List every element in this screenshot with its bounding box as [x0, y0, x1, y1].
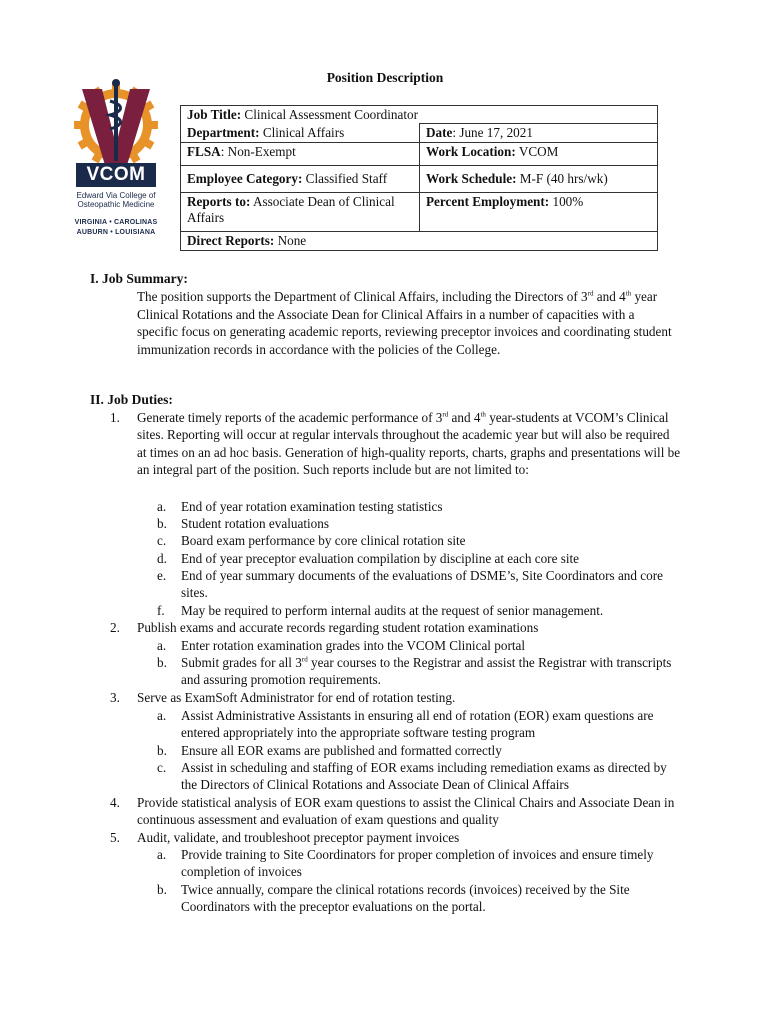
date-cell: Date: June 17, 2021	[420, 124, 658, 143]
duty-5a-text: Provide training to Site Coordinators for proper completion of invoices and ensure timely completion of invoices	[181, 847, 654, 880]
flsa-value: : Non-Exempt	[220, 144, 296, 159]
logo-states-line2: AUBURN • LOUISIANA	[76, 229, 156, 236]
duty-2a-text: Enter rotation examination grades into the VCOM Clinical portal	[181, 638, 526, 653]
percent-employment-value: 100%	[552, 194, 584, 209]
employee-category-value: Classified Staff	[305, 171, 388, 186]
logo-initials: VCOM	[86, 164, 146, 185]
logo-college-line2: Osteopathic Medicine	[77, 200, 155, 209]
duty-3-number: 3.	[110, 690, 120, 705]
direct-reports-value: None	[277, 233, 307, 248]
job-duties-heading: II. Job Duties:	[90, 392, 173, 407]
duty-4-text: Provide statistical analysis of EOR exam questions to assist the Clinical Chairs and Associate Dean in continuous assessment and evaluation of exam questions and quality	[137, 795, 675, 828]
job-title-value: Clinical Assessment Coordinator	[244, 107, 419, 122]
duty-5b-text: Twice annually, compare the clinical rotations records (invoices) received by the Site Coordinators with the preceptor evaluations on the portal.	[181, 882, 630, 915]
duty-2b-letter: b.	[157, 655, 167, 670]
work-schedule-value: M-F (40 hrs/wk)	[519, 171, 608, 186]
duty-4-number: 4.	[110, 795, 120, 810]
work-location-value: VCOM	[518, 144, 559, 159]
duty-5-text: Audit, validate, and troubleshoot preceptor payment invoices	[137, 830, 460, 845]
duty-2b-text: Submit grades for all 3rd year courses to the Registrar and assist the Registrar with transcripts and assuring promotion requirements.	[181, 655, 672, 688]
duty-1-number: 1.	[110, 410, 120, 425]
duty-1d-text: End of year preceptor evaluation compilation by discipline at each core site	[181, 551, 580, 566]
percent-employment-cell: Percent Employment: 100%	[420, 193, 658, 232]
work-schedule-cell: Work Schedule: M-F (40 hrs/wk)	[420, 166, 658, 193]
work-location-cell: Work Location: VCOM	[420, 143, 658, 166]
duty-3b-text: Ensure all EOR exams are published and formatted correctly	[181, 743, 502, 758]
duty-5-number: 5.	[110, 830, 120, 845]
duty-1e-text: End of year summary documents of the evaluations of DSME’s, Site Coordinators and core sites.	[181, 568, 663, 601]
duty-1a-letter: a.	[157, 499, 167, 514]
date-value: : June 17, 2021	[452, 125, 533, 140]
duty-2-number: 2.	[110, 620, 120, 635]
job-summary-heading: I. Job Summary:	[90, 271, 188, 286]
flsa-cell: FLSA: Non-Exempt	[181, 143, 420, 166]
duty-1f-text: May be required to perform internal audits at the request of senior management.	[181, 603, 604, 618]
duty-1c-text: Board exam performance by core clinical rotation site	[181, 533, 466, 548]
position-info-table	[180, 105, 658, 251]
vcom-logo	[66, 75, 166, 243]
duty-1-text: Generate timely reports of the academic performance of 3rd and 4th year-students at VCOM’s Clinical sites. Reporting will occur at regular intervals throughout the academic year but will also be required at times on an ad hoc basis. Generation of high-quality reports, charts, graphs and presentations will be an integral part of the position. Such reports include but are not limited to:	[137, 410, 681, 477]
duty-5b-letter: b.	[157, 882, 167, 897]
job-summary-text: The position supports the Department of Clinical Affairs, including the Directors of 3rd and 4th year Clinical Rotations and the Associate Dean for Clinical Affairs in a number of capacities with a specific focus on generating academic reports, reviewing preceptor invoices and coordinating student immunization records in accordance with the policies of the College.	[137, 289, 672, 357]
duty-1b-text: Student rotation evaluations	[181, 516, 329, 531]
duty-1b-letter: b.	[157, 516, 167, 531]
duty-2a-letter: a.	[157, 638, 167, 653]
duty-3c-letter: c.	[157, 760, 167, 775]
duty-3c-text: Assist in scheduling and staffing of EOR exams including remediation exams as directed by the Directors of Clinical Rotations and Associate Dean of Clinical Affairs	[181, 760, 667, 793]
duty-1e-letter: e.	[157, 568, 167, 583]
department-cell: Department: Clinical Affairs	[181, 124, 420, 143]
logo-states-line1: VIRGINIA • CAROLINAS	[74, 219, 158, 226]
reports-to-value: Associate Dean of Clinical Affairs	[187, 194, 395, 225]
direct-reports-cell: Direct Reports: None	[181, 232, 658, 251]
duty-2-text: Publish exams and accurate records regarding student rotation examinations	[137, 620, 539, 635]
duty-3a-text: Assist Administrative Assistants in ensuring all end of rotation (EOR) exam questions are entered appropriately into the appropriate software testing program	[181, 708, 654, 741]
duty-1f-letter: f.	[157, 603, 165, 618]
logo-college-line1: Edward Via College of	[76, 191, 156, 200]
duty-5a-letter: a.	[157, 847, 167, 862]
duty-1d-letter: d.	[157, 551, 167, 566]
job-title-cell: Job Title: Clinical Assessment Coordinator	[181, 106, 658, 124]
duty-1c-letter: c.	[157, 533, 167, 548]
duty-3b-letter: b.	[157, 743, 167, 758]
reports-to-cell: Reports to: Associate Dean of Clinical Affairs	[181, 193, 420, 232]
duty-3-text: Serve as ExamSoft Administrator for end of rotation testing.	[137, 690, 456, 705]
duty-3a-letter: a.	[157, 708, 167, 723]
employee-category-cell: Employee Category: Classified Staff	[181, 166, 420, 193]
duty-1a-text: End of year rotation examination testing statistics	[181, 499, 443, 514]
department-value: Clinical Affairs	[262, 124, 345, 140]
page-title: Position Description	[326, 70, 444, 85]
